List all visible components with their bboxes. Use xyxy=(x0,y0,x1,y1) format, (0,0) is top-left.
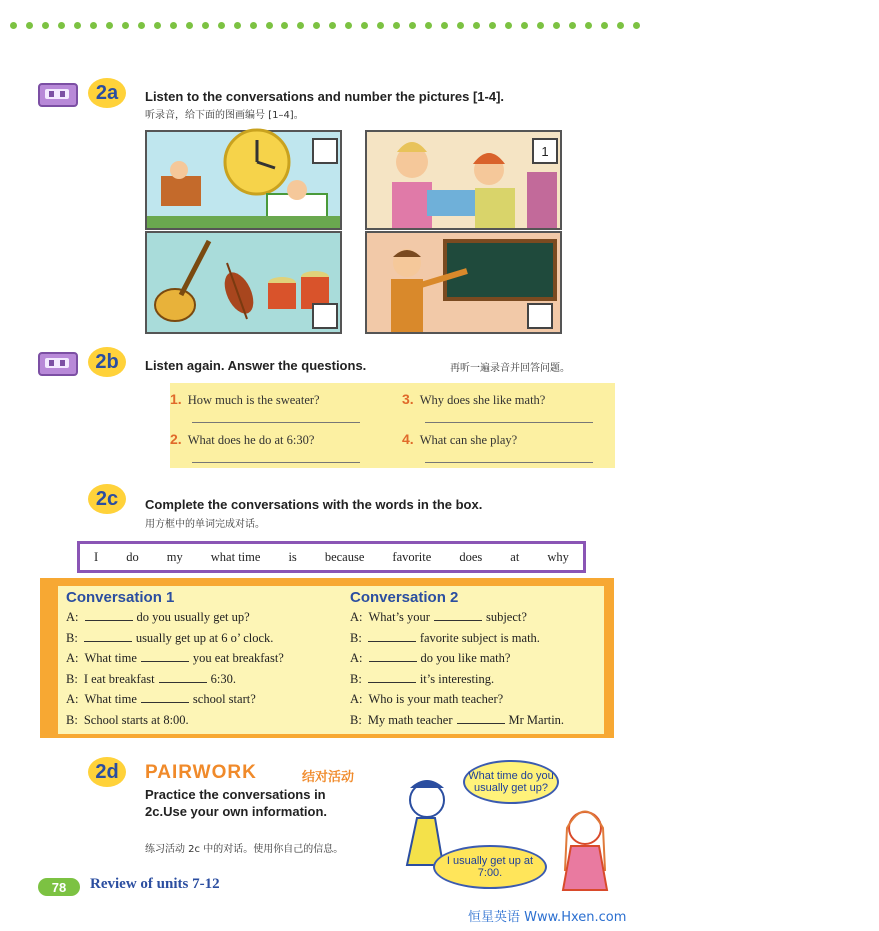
instruction-2c-cn: 用方框中的单词完成对话。 xyxy=(145,519,265,530)
instruction-2d: Practice the conversations in 2c.Use your own information. xyxy=(145,787,328,819)
line-text: it’s interesting. xyxy=(419,671,495,686)
conversation-line xyxy=(66,713,193,728)
picture-2-number-box[interactable]: 1 xyxy=(532,138,558,164)
word: because xyxy=(324,549,365,564)
line-text: do you like math? xyxy=(420,651,511,666)
watermark: 恒星英语 Www.Hxen.com xyxy=(468,910,627,925)
badge-2d: 2d xyxy=(88,757,126,787)
instruction-2b-cn: 再听一遍录音并回答问题。 xyxy=(450,363,570,374)
line-text: subject? xyxy=(485,610,527,624)
blackboard-text: 2+2 = 4 xyxy=(852,481,879,516)
line-text: School starts at 8:00. xyxy=(83,713,189,727)
picture-4-number-box[interactable] xyxy=(527,303,553,329)
badge-2a: 2a xyxy=(88,78,126,108)
word: at xyxy=(510,549,520,564)
word: why xyxy=(547,549,569,564)
speaker-label: B: xyxy=(66,671,78,686)
line-text: I eat breakfast xyxy=(83,671,155,686)
conversation-1-title: Conversation 1 xyxy=(66,589,175,606)
conversation-line xyxy=(350,713,564,728)
word: I xyxy=(94,549,99,564)
line-text: favorite subject is math. xyxy=(419,630,540,645)
cassette-icon xyxy=(38,83,78,107)
page-number: 78 xyxy=(38,878,80,896)
line-text: My math teacher xyxy=(367,713,453,727)
speaker-label: B: xyxy=(66,630,78,645)
cassette-icon xyxy=(38,352,78,376)
question-2: 2. What does he do at 6:30? xyxy=(170,431,315,447)
conversation-line xyxy=(350,631,540,646)
speaker-label: A: xyxy=(66,651,79,666)
instruction-2a: Listen to the conversations and number the pictures [1-4]. xyxy=(145,89,505,104)
line-text: usually get up at 6 o’ clock. xyxy=(135,630,274,645)
instruction-2a-cn: 听录音，给下面的图画编号 [1–4]。 xyxy=(145,110,304,121)
line-text: What’s your xyxy=(368,610,430,624)
questions-box xyxy=(170,383,615,468)
fill-in-blank[interactable] xyxy=(84,641,132,642)
conversation-line xyxy=(66,651,284,666)
picture-1-number-box[interactable] xyxy=(312,138,338,164)
word: favorite xyxy=(392,549,432,564)
fill-in-blank[interactable] xyxy=(368,641,416,642)
speaker-label: A: xyxy=(350,651,363,666)
picture-3 xyxy=(145,231,342,334)
speaker-label: B: xyxy=(350,630,362,645)
picture-3-number-box[interactable] xyxy=(312,303,338,329)
speaker-label: B: xyxy=(350,713,362,727)
speech-bubble-answer: I usually get up at 7:00. xyxy=(433,845,547,889)
question-1: 1. How much is the sweater? xyxy=(170,391,320,407)
top-dot-border xyxy=(10,22,640,32)
speaker-label: A: xyxy=(350,610,363,624)
speaker-label: B: xyxy=(66,713,78,727)
fill-in-blank[interactable] xyxy=(159,682,207,683)
word: what time xyxy=(210,549,261,564)
answer-line-2[interactable] xyxy=(192,462,360,463)
word-box xyxy=(77,541,586,573)
word: does xyxy=(459,549,483,564)
line-text: do you usually get up? xyxy=(136,610,250,624)
badge-2c: 2c xyxy=(88,484,126,514)
fill-in-blank[interactable] xyxy=(457,723,505,724)
line-text: What time xyxy=(84,692,137,707)
conversation-line xyxy=(66,672,236,687)
fill-in-blank[interactable] xyxy=(368,682,416,683)
line-text: you eat breakfast? xyxy=(192,651,284,666)
line-text: Mr Martin. xyxy=(508,713,565,727)
answer-line-4[interactable] xyxy=(425,462,593,463)
word: do xyxy=(126,549,139,564)
conversations-panel xyxy=(58,586,604,734)
question-4: 4. What can she play? xyxy=(402,431,518,447)
line-text: school start? xyxy=(192,692,256,707)
word: my xyxy=(166,549,183,564)
fill-in-blank[interactable] xyxy=(141,661,189,662)
footer-title: Review of units 7-12 xyxy=(90,876,220,892)
picture-2 xyxy=(365,130,562,230)
answer-line-3[interactable] xyxy=(425,422,593,423)
speaker-label: A: xyxy=(66,692,79,707)
conversation-line xyxy=(66,631,273,646)
word: is xyxy=(288,549,297,564)
badge-2b: 2b xyxy=(88,347,126,377)
conversation-line xyxy=(350,692,507,707)
conversation-line xyxy=(350,610,527,625)
instruction-2d-cn: 练习活动 2c 中的对话。使用你自己的信息。 xyxy=(145,844,344,855)
conversation-2-title: Conversation 2 xyxy=(350,589,459,606)
fill-in-blank[interactable] xyxy=(369,661,417,662)
line-text: Who is your math teacher? xyxy=(368,692,504,707)
line-text: What time xyxy=(84,651,137,666)
conversation-line xyxy=(66,610,250,625)
speaker-label: A: xyxy=(350,692,363,707)
fill-in-blank[interactable] xyxy=(141,702,189,703)
conversation-line xyxy=(66,692,256,707)
picture-1 xyxy=(145,130,342,230)
pairwork-title-cn: 结对活动 xyxy=(302,770,355,785)
fill-in-blank[interactable] xyxy=(434,620,482,621)
fill-in-blank[interactable] xyxy=(85,620,133,621)
speaker-label: A: xyxy=(66,610,79,624)
speech-bubble-question: What time do you usually get up? xyxy=(463,760,559,804)
conversation-line xyxy=(350,672,494,687)
conversation-line xyxy=(350,651,510,666)
line-text: 6:30. xyxy=(210,671,236,686)
instruction-2b: Listen again. Answer the questions. xyxy=(145,358,367,373)
speaker-label: B: xyxy=(350,671,362,686)
pairwork-title: PAIRWORK xyxy=(145,762,257,783)
question-3: 3. Why does she like math? xyxy=(402,391,546,407)
instruction-2c: Complete the conversations with the words in the box. xyxy=(145,497,483,512)
answer-line-1[interactable] xyxy=(192,422,360,423)
